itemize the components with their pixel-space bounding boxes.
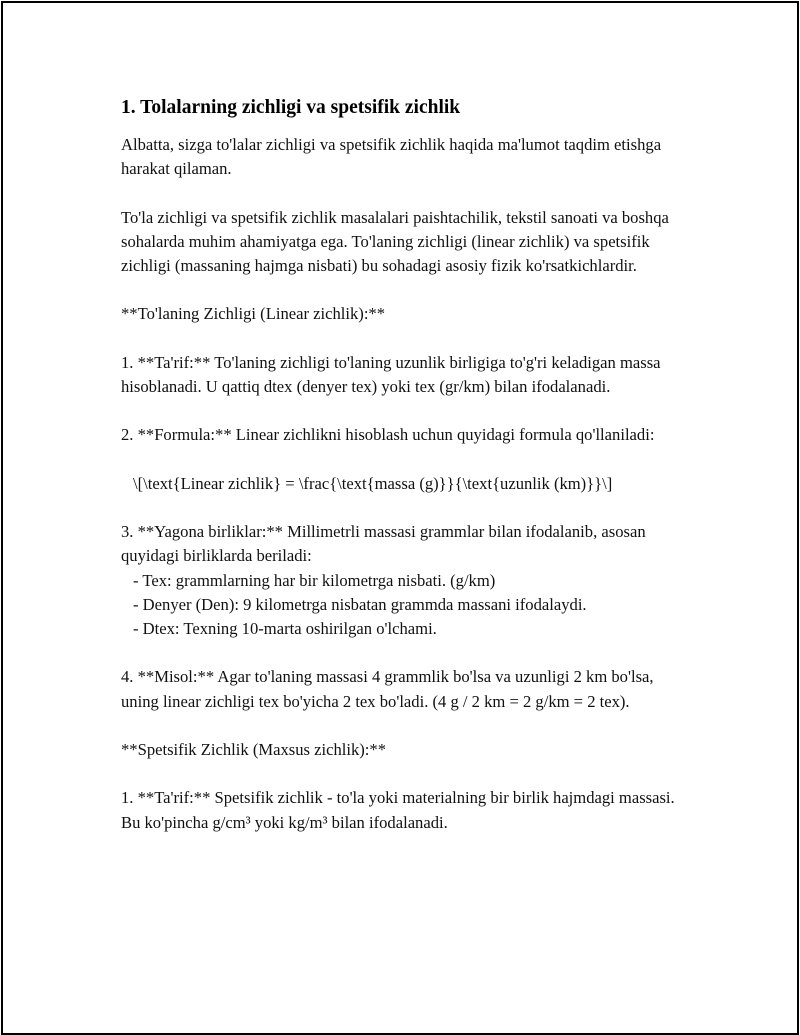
example-paragraph: 4. **Misol:** Agar to'laning massasi 4 grammlik bo'lsa va uzunligi 2 km bo'lsa, uning linear zichligi tex bo'yicha 2 tex bo'ladi. (4 g / 2 km = 2 g/km = 2 tex).	[121, 667, 658, 711]
specific-definition-paragraph: 1. **Ta'rif:** Spetsifik zichlik - to'la yoki materialning bir birlik hajmdagi massasi. Bu ko'pincha g/cm³ yoki kg/m³ bilan ifodalanadi.	[121, 788, 679, 832]
units-section	[121, 520, 691, 641]
unit-item-dtex: - Dtex: Texning 10-marta oshirilgan o'lchami.	[133, 618, 437, 638]
units-intro: 3. **Yagona birliklar:** Millimetrli massasi grammlar bilan ifodalanib, asosan quyidagi birliklarda beriladi:	[121, 522, 646, 566]
linear-definition-paragraph: 1. **Ta'rif:** To'laning zichligi to'laning uzunlik birligiga to'g'ri keladigan massa hisoblanadi. U qattiq dtex (denyer tex) yoki tex (gr/km) bilan ifodalanadi.	[121, 352, 665, 396]
unit-item-denyer: - Denyer (Den): 9 kilometrga nisbatan grammda massani ifodalaydi.	[133, 594, 587, 614]
page-frame	[1, 1, 799, 1035]
specific-density-heading: **Spetsifik Zichlik (Maxsus zichlik):**	[121, 739, 387, 759]
intro-paragraph: Albatta, sizga to'lalar zichligi va spetsifik zichlik haqida ma'lumot taqdim etishga harakat qilaman.	[121, 135, 666, 179]
document-body	[121, 95, 691, 859]
linear-density-heading: **To'laning Zichligi (Linear zichlik):**	[121, 304, 386, 324]
linear-formula: \[\text{Linear zichlik} = \frac{\text{massa (g)}}{\text{uzunlik (km)}}\]	[133, 473, 613, 493]
linear-formula-intro: 2. **Formula:** Linear zichlikni hisoblash uchun quyidagi formula qo'llaniladi:	[121, 425, 655, 445]
document-title: 1. Tolalarning zichligi va spetsifik zichlik	[121, 97, 461, 118]
unit-item-tex: - Tex: grammlarning har bir kilometrga nisbati. (g/km)	[133, 570, 496, 590]
overview-paragraph: To'la zichligi va spetsifik zichlik masalalari paishtachilik, tekstil sanoati va boshqa sohalarda muhim ahamiyatga ega. To'laning zichligi (linear zichlik) va spetsifik zichligi (massaning hajmga nisbati) bu sohadagi asosiy fizik ko'rsatkichlardir.	[121, 207, 674, 275]
